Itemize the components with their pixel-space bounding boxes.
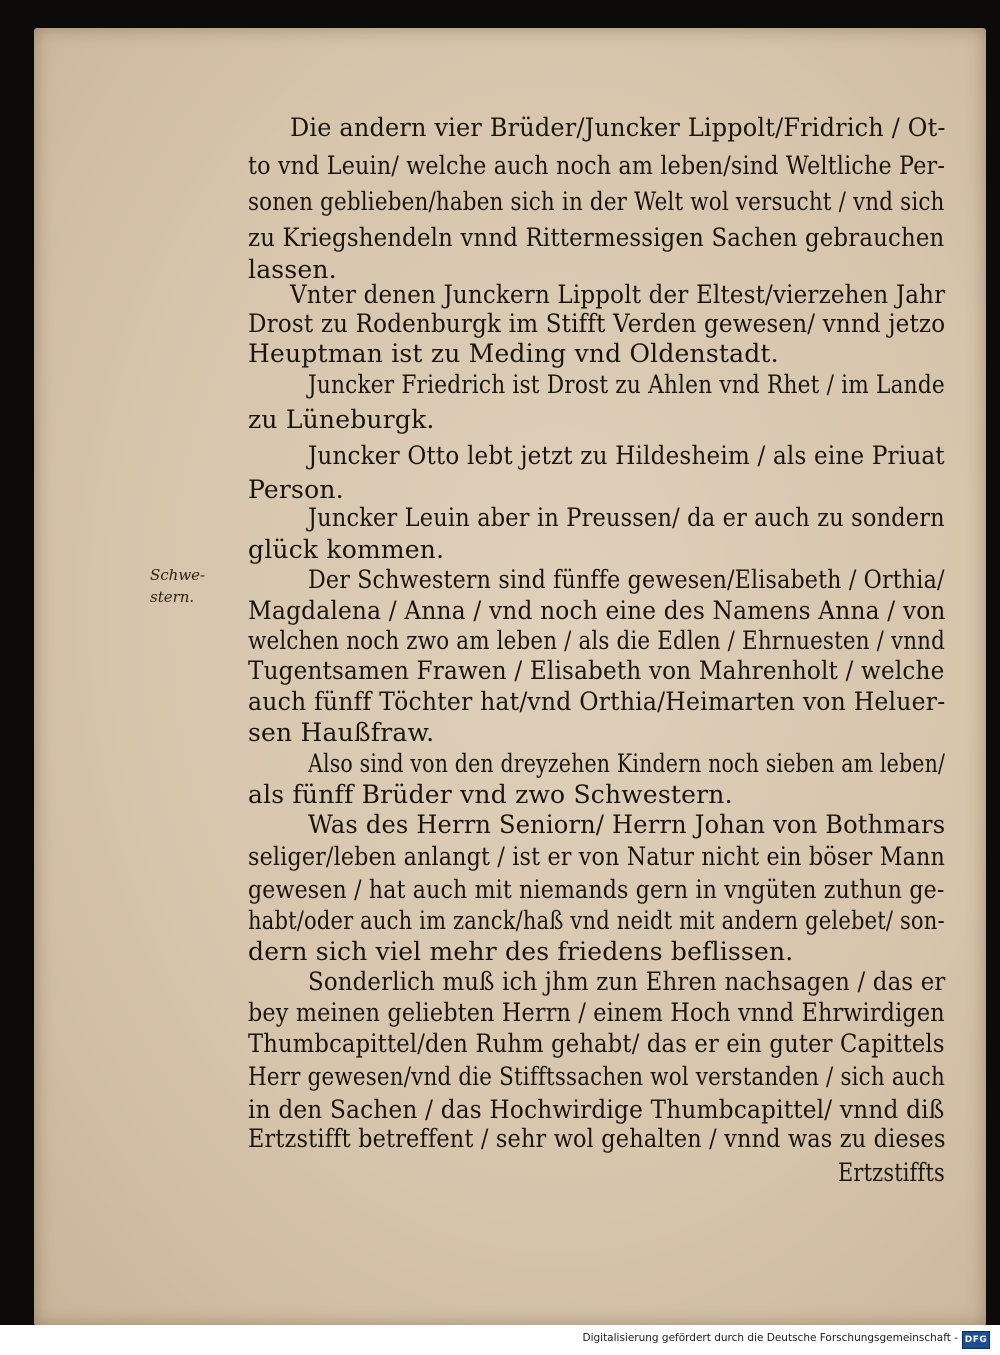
text-line: glück kommen.: [248, 535, 445, 564]
text-line: Herr gewesen/vnd die Stifftssachen wol verstanden / sich auch: [248, 1062, 945, 1091]
text-line: Der Schwestern sind fünffe gewesen/Elisabeth / Orthia/: [308, 565, 945, 594]
text-line: Magdalena / Anna / vnd noch eine des Namens Anna / von: [248, 596, 946, 625]
text-line: Ertzstifft betreffent / sehr wol gehalten / vnnd was zu dieses: [248, 1124, 946, 1153]
text-line: Also sind von den dreyzehen Kindern noch sieben am leben/: [308, 749, 946, 778]
margin-note-line: Schwe-: [150, 566, 206, 584]
catchword: Ertzstiffts: [838, 1158, 945, 1187]
text-line: Juncker Otto lebt jetzt zu Hildesheim / als eine Priuat: [308, 441, 945, 470]
text-line: Sonderlich muß ich jhm zun Ehren nachsagen / das er: [308, 967, 946, 996]
text-line: welchen noch zwo am leben / als die Edlen / Ehrnuesten / vnnd: [248, 626, 946, 655]
text-line: Juncker Leuin aber in Preussen/ da er auch zu sondern: [308, 503, 945, 532]
text-line: Drost zu Rodenburgk im Stifft Verden gewesen/ vnnd jetzo: [248, 309, 946, 338]
dfg-logo-icon: DFG: [962, 1331, 990, 1349]
text-line: lassen.: [248, 255, 337, 284]
text-line: Tugentsamen Frawen / Elisabeth von Mahrenholt / welche: [248, 656, 945, 685]
text-line: Was des Herrn Seniorn/ Herrn Johan von Bothmars: [308, 810, 946, 839]
text-line: zu Lüneburgk.: [248, 405, 435, 434]
footer-credit: Digitalisierung gefördert durch die Deutsche Forschungsgemeinschaft -: [582, 1332, 958, 1344]
text-line: Juncker Friedrich ist Drost zu Ahlen vnd Rhet / im Lande: [308, 370, 945, 399]
text-line: Die andern vier Brüder/Juncker Lippolt/Fridrich / Ot-: [290, 113, 946, 142]
text-line: Person.: [248, 475, 344, 504]
digitization-footer: [0, 1325, 1000, 1355]
text-line: habt/oder auch im zanck/haß vnd neidt mit andern gelebet/ son-: [248, 906, 945, 935]
text-line: sen Haußfraw.: [248, 718, 435, 747]
margin-note-line: stern.: [150, 588, 195, 606]
text-line: auch fünff Töchter hat/vnd Orthia/Heimarten von Heluer-: [248, 687, 946, 716]
text-line: sonen geblieben/haben sich in der Welt wol versucht / vnd sich: [248, 187, 945, 216]
text-line: zu Kriegshendeln vnnd Rittermessigen Sachen gebrauchen: [248, 223, 945, 252]
text-line: to vnd Leuin/ welche auch noch am leben/sind Weltliche Per-: [248, 151, 946, 180]
text-line: Vnter denen Junckern Lippolt der Eltest/vierzehen Jahr: [290, 280, 946, 309]
text-line: Thumbcapittel/den Ruhm gehabt/ das er ein guter Capittels: [248, 1029, 945, 1058]
text-line: bey meinen geliebten Herrn / einem Hoch vnnd Ehrwirdigen: [248, 998, 945, 1027]
text-line: als fünff Brüder vnd zwo Schwestern.: [248, 780, 733, 809]
text-line: Heuptman ist zu Meding vnd Oldenstadt.: [248, 339, 779, 368]
text-line: in den Sachen / das Hochwirdige Thumbcapittel/ vnnd diß: [248, 1095, 945, 1124]
text-line: seliger/leben anlangt / ist er von Natur nicht ein böser Mann: [248, 842, 945, 871]
text-line: dern sich viel mehr des friedens beflissen.: [248, 937, 794, 966]
text-line: gewesen / hat auch mit niemands gern in vngüten zuthun ge-: [248, 875, 945, 904]
